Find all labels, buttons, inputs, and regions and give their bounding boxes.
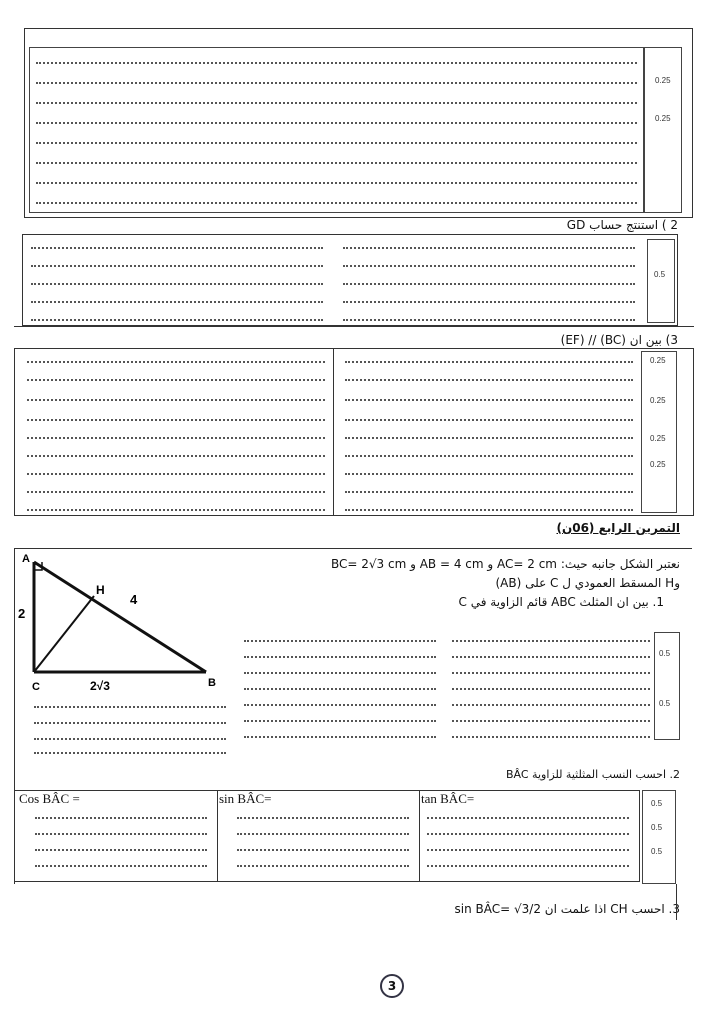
mark-column bbox=[641, 351, 677, 513]
question-2: 2 ) استنتج حساب GD bbox=[566, 218, 678, 232]
page-number-text: 3 bbox=[387, 979, 397, 993]
mark-q2: 0.5 bbox=[654, 270, 666, 279]
mark-column bbox=[642, 790, 676, 884]
mark-column bbox=[654, 632, 680, 740]
mark-q1-b: 0.25 bbox=[655, 114, 671, 123]
divider bbox=[676, 884, 677, 920]
mark-column bbox=[647, 239, 675, 323]
answer-box-1 bbox=[24, 28, 693, 218]
mark-q3-c: 0.25 bbox=[650, 434, 666, 443]
exercise-4-given-1: نعتبر الشكل جانبه حيث: AC= 2 cm و AB = 4 cm و BC= 2√3 cm bbox=[330, 557, 680, 571]
exercise-4-sub-3: 3. احسب CH اذا علمت ان sin BÂC= √3/2 bbox=[454, 902, 680, 916]
mark-ex4-2-a: 0.5 bbox=[651, 799, 663, 808]
answer-lines-area bbox=[29, 47, 644, 213]
exercise-4-sub-1: 1. بين ان المثلث ABC قائم الزاوية في C bbox=[458, 595, 664, 609]
trig-ratios-table bbox=[14, 790, 640, 882]
exercise-4-sub-2: 2. احسب النسب المثلثية للزاوية BÂC bbox=[505, 768, 680, 781]
mark-ex4-2-b: 0.5 bbox=[651, 823, 663, 832]
mark-q3-d: 0.25 bbox=[650, 460, 666, 469]
ab-length-label: 4 bbox=[130, 592, 138, 607]
sin-label: sin BÂC= bbox=[219, 791, 272, 806]
page-number bbox=[380, 974, 404, 998]
triangle-figure bbox=[14, 552, 234, 692]
exercise-4-given-2: وH المسقط العمودي ل C على (AB) bbox=[495, 576, 680, 590]
vertex-a-label: A bbox=[22, 553, 30, 565]
mark-q3-a: 0.25 bbox=[650, 356, 666, 365]
mark-ex4-1-b: 0.5 bbox=[659, 699, 671, 708]
mark-q3-b: 0.25 bbox=[650, 396, 666, 405]
foot-h-label: H bbox=[96, 583, 105, 597]
divider bbox=[14, 326, 694, 327]
question-3: 3) بين ان (BC) // (EF) bbox=[560, 333, 678, 347]
answer-box-2 bbox=[22, 234, 678, 326]
mark-column bbox=[644, 47, 682, 213]
mark-ex4-1-a: 0.5 bbox=[659, 649, 671, 658]
bc-length-label: 2√3 bbox=[90, 679, 110, 692]
vertex-c-label: C bbox=[32, 681, 40, 692]
exercise-4-title: التمرين الرابع (06ن) bbox=[556, 521, 680, 535]
answer-box-3 bbox=[14, 348, 694, 516]
ac-length-label: 2 bbox=[18, 606, 26, 621]
tan-label: tan BÂC= bbox=[421, 791, 475, 806]
cos-label: Cos BÂC = bbox=[19, 791, 80, 806]
vertex-b-label: B bbox=[208, 677, 216, 689]
mark-ex4-2-c: 0.5 bbox=[651, 847, 663, 856]
mark-q1-a: 0.25 bbox=[655, 76, 671, 85]
